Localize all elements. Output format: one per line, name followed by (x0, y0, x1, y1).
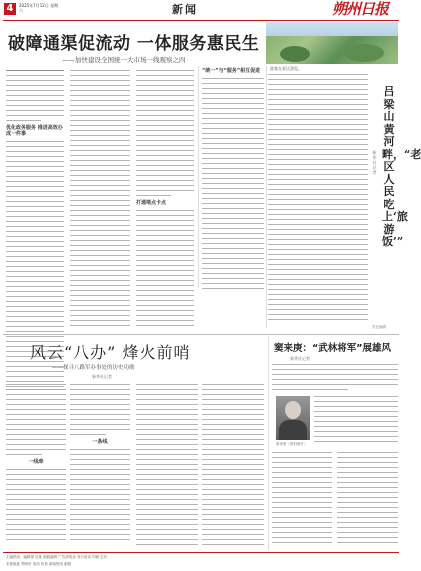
lead-subhead-3: “统一”与“服务”相互促进 (202, 68, 261, 74)
photo-tree (280, 46, 310, 62)
lead-column-3 (136, 70, 194, 332)
portrait-caption: 窦来庚（资料照片） (276, 442, 308, 446)
footer-line-1: 主编热线：编辑部 社址 邮政编码 广告部电话 发行电话 印刷 定价 (6, 555, 108, 559)
feature-subhead-2: 一条线 (92, 439, 108, 445)
feature-headline: 风云“八办” 烽火前哨 (30, 343, 191, 362)
feature-column-2 (70, 384, 130, 550)
section-title: 新闻 (172, 3, 198, 16)
lead-subhead-2: 打通堵点卡点 (136, 200, 167, 206)
lead-column-4 (198, 66, 264, 288)
lead-subhead-1: 优化政务服务 推进高效办成一件事 (6, 125, 63, 137)
profile-side-text (314, 396, 398, 446)
lead-column-2 (70, 70, 130, 332)
masthead-rule (3, 20, 399, 21)
profile-lead-text (272, 364, 398, 394)
footer-rule (3, 552, 399, 553)
photo-sky (266, 22, 398, 36)
side-story-body (268, 74, 368, 326)
section-divider (3, 334, 399, 335)
dateline: 2025年7月12日 星期六 (19, 3, 59, 13)
profile-column-1 (272, 452, 332, 550)
feature-column-1 (6, 384, 66, 550)
profile-headline: 窦来庚：“武林将军”展雄风 (274, 343, 391, 354)
feature-byline: 新华社记者 (92, 374, 112, 379)
column-divider (268, 336, 269, 550)
side-story-byline: 新华社记者 (372, 150, 377, 175)
side-story-headline: 吕梁山黄河畔，“老区人民吃上‘旅游饭’” (382, 85, 421, 248)
feature-column-3 (136, 384, 198, 550)
photo-caption: 游客在景区游览。 (270, 66, 302, 71)
profile-column-2 (337, 452, 398, 550)
newspaper-logo: 朔州日报 (332, 0, 389, 18)
page-number: 4 (4, 3, 16, 15)
feature-subheadline: ——探寻八路军办事处的历史功勋 (52, 365, 135, 371)
feature-subhead-1: 一线牵 (28, 459, 44, 465)
photo-tree (344, 44, 384, 62)
feature-column-4 (202, 384, 264, 550)
column-divider (266, 66, 267, 328)
portrait-body (279, 420, 307, 440)
lead-column-1 (6, 70, 64, 332)
profile-byline: 新华社记者 (290, 356, 310, 361)
footer-line-2: 本报地址 朔州市 电话 传真 新闻热线 邮箱 (6, 562, 72, 566)
portrait-head (285, 401, 301, 419)
lead-headline: 破障通渠促流动 一体服务惠民生 (8, 34, 260, 54)
lead-subheadline: ——加快建设全国统一大市场一线观察之四 (62, 56, 186, 64)
editor-note: 责任编辑 (372, 325, 386, 329)
